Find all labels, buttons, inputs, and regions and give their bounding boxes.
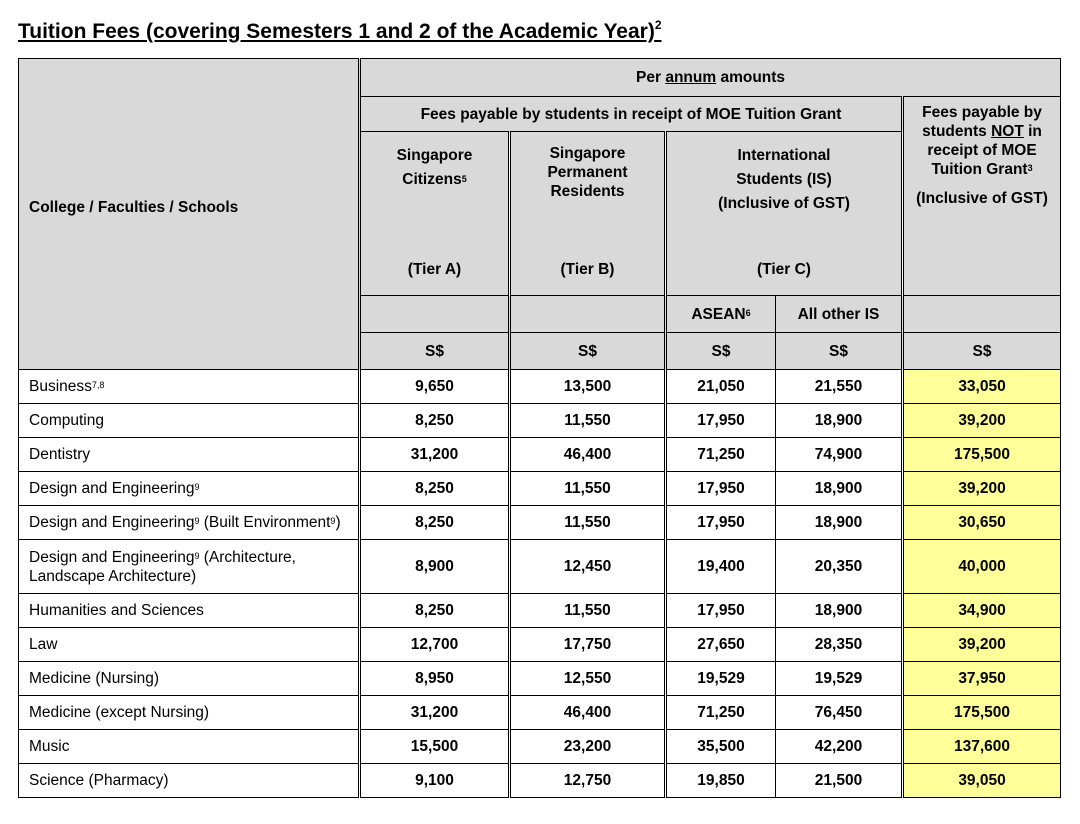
tier-b-cell: 46,400 <box>510 696 666 730</box>
table-row <box>19 370 1061 404</box>
all-other-is-cell: 21,500 <box>776 764 903 798</box>
college-name-cell: Medicine (Nursing) <box>19 662 360 696</box>
tier-a-cell: 12,700 <box>360 628 510 662</box>
college-name-cell: Business$^{7,8}$ <box>19 370 360 404</box>
table-row <box>19 506 1061 540</box>
college-name-cell: Design and Engineering$^9$ (Architecture, Landscape Architecture) <box>19 540 360 594</box>
not-grant-cell: 175,500 <box>903 438 1061 472</box>
all-other-is-cell: 76,450 <box>776 696 903 730</box>
not-grant-cell: 39,200 <box>903 628 1061 662</box>
intl-header: International Students (IS) (Inclusive of GST) (Tier C) <box>666 132 903 296</box>
not-grant-cell: 39,050 <box>903 764 1061 798</box>
not-grant-cell: 175,500 <box>903 696 1061 730</box>
asean-cell: 19,850 <box>666 764 776 798</box>
asean-cell: 17,950 <box>666 506 776 540</box>
college-name-cell: Humanities and Sciences <box>19 594 360 628</box>
tier-a-cell: 31,200 <box>360 696 510 730</box>
tier-b-cell: 11,550 <box>510 472 666 506</box>
table-row <box>19 540 1061 594</box>
currency-label: S$ <box>666 333 776 370</box>
per-annum-header: Per annum amounts <box>360 59 1061 97</box>
tier-b-cell: 12,550 <box>510 662 666 696</box>
tier-b-cell: 17,750 <box>510 628 666 662</box>
spr-spacer <box>510 296 666 333</box>
all-other-is-cell: 42,200 <box>776 730 903 764</box>
college-name-cell: Medicine (except Nursing) <box>19 696 360 730</box>
tier-a-cell: 8,950 <box>360 662 510 696</box>
not-grant-header: Fees payable by students NOT in receipt of MOE Tuition Grant$^3$ (Inclusive of GST) <box>903 97 1061 296</box>
currency-label: S$ <box>776 333 903 370</box>
college-name-cell: Science (Pharmacy) <box>19 764 360 798</box>
asean-cell: 71,250 <box>666 696 776 730</box>
all-other-is-cell: 21,550 <box>776 370 903 404</box>
tier-b-cell: 23,200 <box>510 730 666 764</box>
all-other-is-cell: 18,900 <box>776 404 903 438</box>
not-grant-cell: 37,950 <box>903 662 1061 696</box>
college-header: College / Faculties / Schools <box>19 59 360 370</box>
tier-a-cell: 9,100 <box>360 764 510 798</box>
asean-cell: 35,500 <box>666 730 776 764</box>
table-row <box>19 696 1061 730</box>
not-grant-cell: 40,000 <box>903 540 1061 594</box>
college-name-cell: Music <box>19 730 360 764</box>
tier-b-cell: 11,550 <box>510 404 666 438</box>
college-name-cell: Law <box>19 628 360 662</box>
asean-cell: 17,950 <box>666 472 776 506</box>
tier-a-cell: 31,200 <box>360 438 510 472</box>
table-row <box>19 404 1061 438</box>
tier-a-cell: 8,900 <box>360 540 510 594</box>
all-other-is-cell: 18,900 <box>776 594 903 628</box>
tier-a-cell: 8,250 <box>360 472 510 506</box>
currency-label: S$ <box>510 333 666 370</box>
asean-cell: 17,950 <box>666 404 776 438</box>
not-grant-cell: 137,600 <box>903 730 1061 764</box>
college-name-cell: Design and Engineering$^9$ (Built Environment$^9$) <box>19 506 360 540</box>
spr-header: Singapore Permanent Residents (Tier B) <box>510 132 666 296</box>
tier-b-cell: 12,750 <box>510 764 666 798</box>
table-row <box>19 594 1061 628</box>
sg-citizens-spacer <box>360 296 510 333</box>
table-row <box>19 764 1061 798</box>
all-other-is-cell: 18,900 <box>776 472 903 506</box>
asean-header: ASEAN$^6$ <box>666 296 776 333</box>
tier-a-cell: 8,250 <box>360 506 510 540</box>
college-name-cell: Dentistry <box>19 438 360 472</box>
sg-citizens-header: Singapore Citizens$^5$ (Tier A) <box>360 132 510 296</box>
asean-cell: 19,529 <box>666 662 776 696</box>
tier-a-cell: 8,250 <box>360 594 510 628</box>
asean-cell: 71,250 <box>666 438 776 472</box>
asean-cell: 27,650 <box>666 628 776 662</box>
college-name-cell: Design and Engineering$^9$ <box>19 472 360 506</box>
tier-a-cell: 8,250 <box>360 404 510 438</box>
all-other-is-cell: 28,350 <box>776 628 903 662</box>
moe-grant-header: Fees payable by students in receipt of MOE Tuition Grant <box>360 97 903 132</box>
all-other-is-cell: 74,900 <box>776 438 903 472</box>
all-other-is-cell: 20,350 <box>776 540 903 594</box>
not-grant-cell: 30,650 <box>903 506 1061 540</box>
asean-cell: 19,400 <box>666 540 776 594</box>
not-grant-cell: 39,200 <box>903 472 1061 506</box>
asean-cell: 21,050 <box>666 370 776 404</box>
college-name-cell: Computing <box>19 404 360 438</box>
currency-label: S$ <box>360 333 510 370</box>
not-grant-cell: 33,050 <box>903 370 1061 404</box>
page-title: Tuition Fees (covering Semesters 1 and 2 of the Academic Year)$^2$ <box>18 18 662 43</box>
tier-b-cell: 13,500 <box>510 370 666 404</box>
not-grant-cell: 34,900 <box>903 594 1061 628</box>
tier-b-cell: 46,400 <box>510 438 666 472</box>
tier-a-cell: 15,500 <box>360 730 510 764</box>
tuition-fees-table <box>18 58 1061 798</box>
tier-b-cell: 12,450 <box>510 540 666 594</box>
tier-b-cell: 11,550 <box>510 594 666 628</box>
table-row <box>19 730 1061 764</box>
asean-cell: 17,950 <box>666 594 776 628</box>
all-other-is-cell: 18,900 <box>776 506 903 540</box>
not-grant-cell: 39,200 <box>903 404 1061 438</box>
tier-a-cell: 9,650 <box>360 370 510 404</box>
table-row <box>19 472 1061 506</box>
tier-b-cell: 11,550 <box>510 506 666 540</box>
table-row <box>19 628 1061 662</box>
not-grant-spacer <box>903 296 1061 333</box>
table-row <box>19 438 1061 472</box>
currency-label: S$ <box>903 333 1061 370</box>
table-row <box>19 662 1061 696</box>
all-other-is-header: All other IS <box>776 296 903 333</box>
all-other-is-cell: 19,529 <box>776 662 903 696</box>
